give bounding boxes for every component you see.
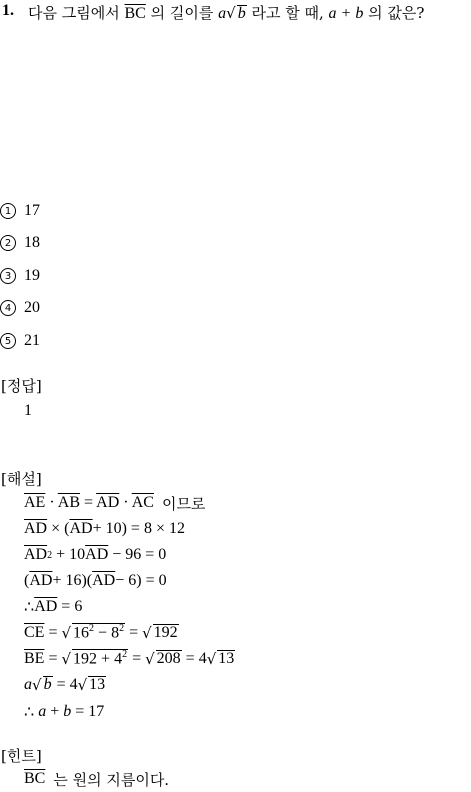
expr-sum: a + b [328,5,364,22]
choice-marker: 4 [0,300,16,316]
choice-value: 21 [24,332,40,349]
solution-title: [해설] [1,470,42,488]
hint-text: 는 원의 지름이다. [53,770,170,789]
expr-a-sqrt-b [218,5,247,22]
solution-line-7: $\overline{BE}$ = √ $192 + 4^2$ = √ 208 = 4 √ 13 [24,649,235,668]
solution-line-1-tail: 이므로 [161,494,206,513]
question-text [28,2,424,23]
solution-line-4: ( $\overline{AD}$ + 16)( $\overline{AD}$ − 6) = 0 [24,572,167,589]
question-text-after: 라고 할 때, [251,4,324,22]
choice-2[interactable] [0,232,40,254]
segment-bc: $\overline{BC}$ [124,5,146,22]
question-text-end: 의 값은? [368,4,425,22]
choice-marker: 2 [0,235,16,251]
choice-value: 17 [24,202,40,219]
choice-5[interactable] [0,330,40,352]
question-number: 1. [2,2,14,19]
choice-marker: 3 [0,268,16,284]
solution-line-5: ∴ $\overline{AD}$ = 6 [24,598,83,616]
answer-value: 1 [24,402,32,419]
choice-4[interactable] [0,297,40,319]
question-text-before: 다음 그림에서 [28,4,120,22]
choice-value: 18 [24,234,40,251]
choice-marker: 5 [0,333,16,349]
question-text-mid: 의 길이를 [150,4,214,22]
choice-value: 19 [24,267,40,284]
solution-line-3: $\overline{AD}$ 2 + 10 $\overline{AD}$ − 96 = 0 [24,546,167,563]
expr-b: b [237,5,246,22]
answer-title: [정답] [1,377,42,395]
choice-3[interactable] [0,265,40,287]
solution-line-1 [24,492,205,514]
figure-area [0,30,471,195]
choice-1[interactable] [0,200,40,222]
hint-title: [힌트] [1,747,42,765]
solution-eq-1: $\overline{AE} \cdot \overline{AB} = \overline{AD} \cdot \overline{AC}$ [24,494,154,511]
solution-line-9: ∴ a + b = 17 [24,703,105,721]
sqrt-symbol: √ [226,4,236,22]
hint-line [24,768,169,790]
choice-value: 20 [24,299,40,316]
solution-line-8: a √ b = 4 √ 13 [24,676,106,694]
solution-line-6: $\overline{CE}$ = √ $16^2 - 8^2$ = √ 192 [24,623,178,642]
solution-line-2: $\overline{AD}$ × ( $\overline{AD}$ + 10) = 8 × 12 [24,520,185,537]
choice-marker: 1 [0,203,16,219]
expr-a: a [218,5,227,22]
hint-segment: $\overline{BC}$ [24,770,46,787]
